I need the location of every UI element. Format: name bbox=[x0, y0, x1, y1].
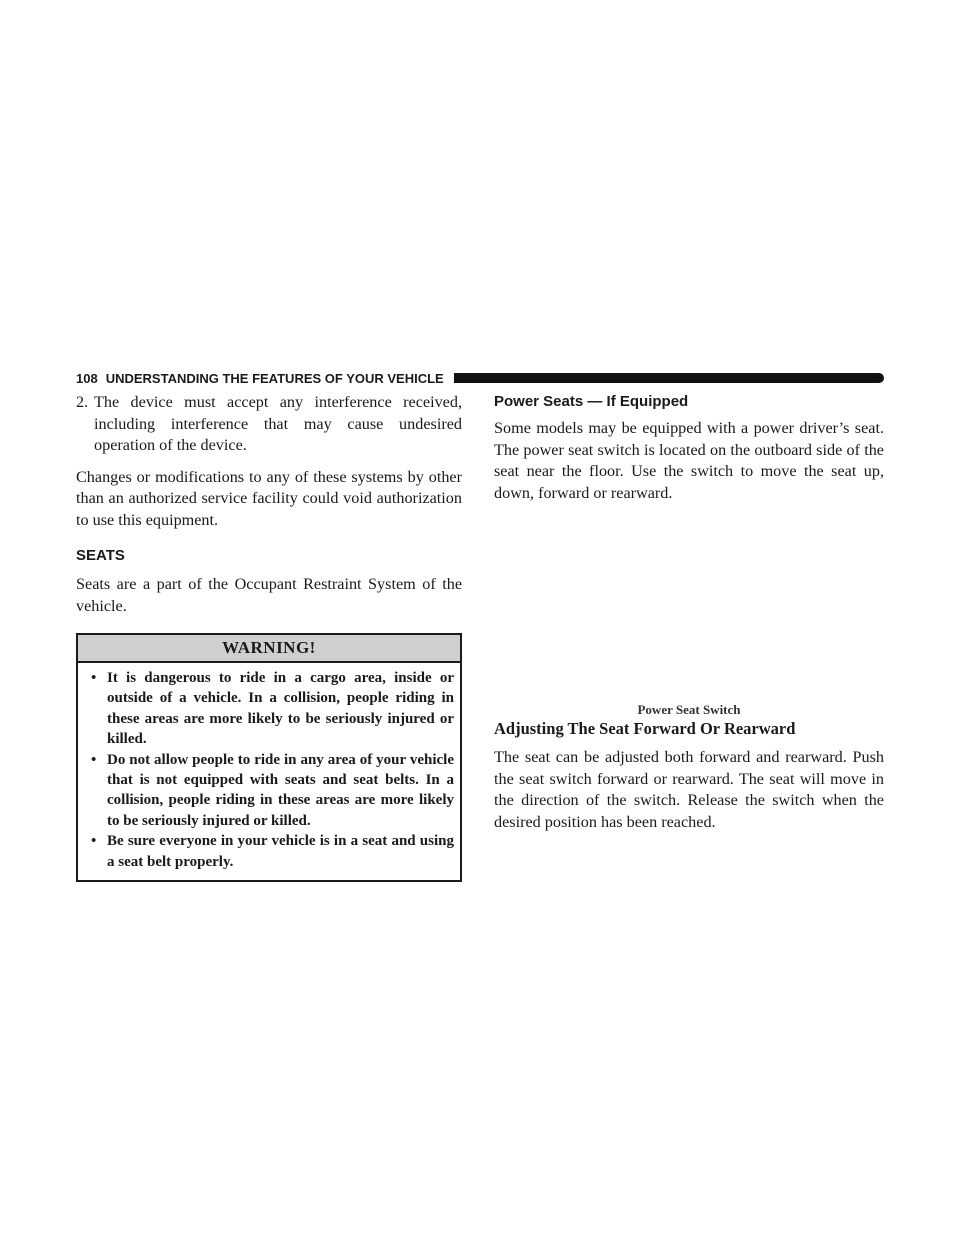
warning-item bbox=[84, 668, 454, 750]
paragraph-adjust: The seat can be adjusted both forward and rearward. Push the seat switch forward or rearward. The seat will move in the direction of the switch. Release the switch when the desired position has been reached. bbox=[494, 748, 884, 831]
bullet-icon: • bbox=[91, 751, 97, 768]
warning-item-text: Be sure everyone in your vehicle is in a seat and using a seat belt properly. bbox=[107, 833, 454, 870]
bullet-icon: • bbox=[91, 670, 97, 686]
paragraph-power-seats: Some models may be equipped with a power driver’s seat. The power seat switch is located on the outboard side of the seat near the floor. Use the switch to move the seat up, down, forward or rearward. bbox=[494, 419, 884, 502]
list-item bbox=[76, 392, 462, 457]
warning-box bbox=[76, 633, 462, 882]
paragraph-seats: Seats are a part of the Occupant Restraint System of the vehicle. bbox=[76, 575, 462, 615]
figure-caption: Power Seat Switch bbox=[637, 702, 741, 717]
warning-item-text: Do not allow people to ride in any area of your vehicle that is not equipped with seats and seat belts. In a collision, people riding in these areas are more likely to be seriously injured or killed. bbox=[107, 751, 454, 829]
page-header bbox=[76, 370, 884, 386]
paragraph-changes: Changes or modifications to any of these systems by other than an authorized service facility could void authorization to use this equipment. bbox=[76, 467, 462, 529]
left-column bbox=[76, 392, 462, 882]
warning-item bbox=[84, 831, 454, 872]
list-text: The device must accept any interference received, including interference that may cause undesired operation of the device. bbox=[94, 393, 462, 454]
right-column bbox=[494, 392, 884, 843]
adjust-heading: Adjusting The Seat Forward Or Rearward bbox=[494, 719, 796, 738]
warning-item bbox=[84, 750, 454, 832]
power-seats-heading: Power Seats — If Equipped bbox=[494, 393, 689, 410]
section-title: UNDERSTANDING THE FEATURES OF YOUR VEHICLE bbox=[105, 370, 444, 386]
header-rule bbox=[454, 373, 884, 383]
power-seat-switch-figure bbox=[494, 504, 884, 719]
warning-body bbox=[78, 663, 460, 880]
warning-item-text: It is dangerous to ride in a cargo area, inside or outside of a vehicle. In a collision, people riding in these areas are more likely to be seriously injured or killed. bbox=[107, 670, 454, 748]
warning-title: WARNING! bbox=[78, 635, 460, 663]
bullet-icon: • bbox=[91, 833, 97, 850]
seats-heading: SEATS bbox=[76, 547, 125, 564]
page-number: 108 bbox=[76, 370, 98, 386]
list-number: 2. bbox=[76, 393, 89, 411]
